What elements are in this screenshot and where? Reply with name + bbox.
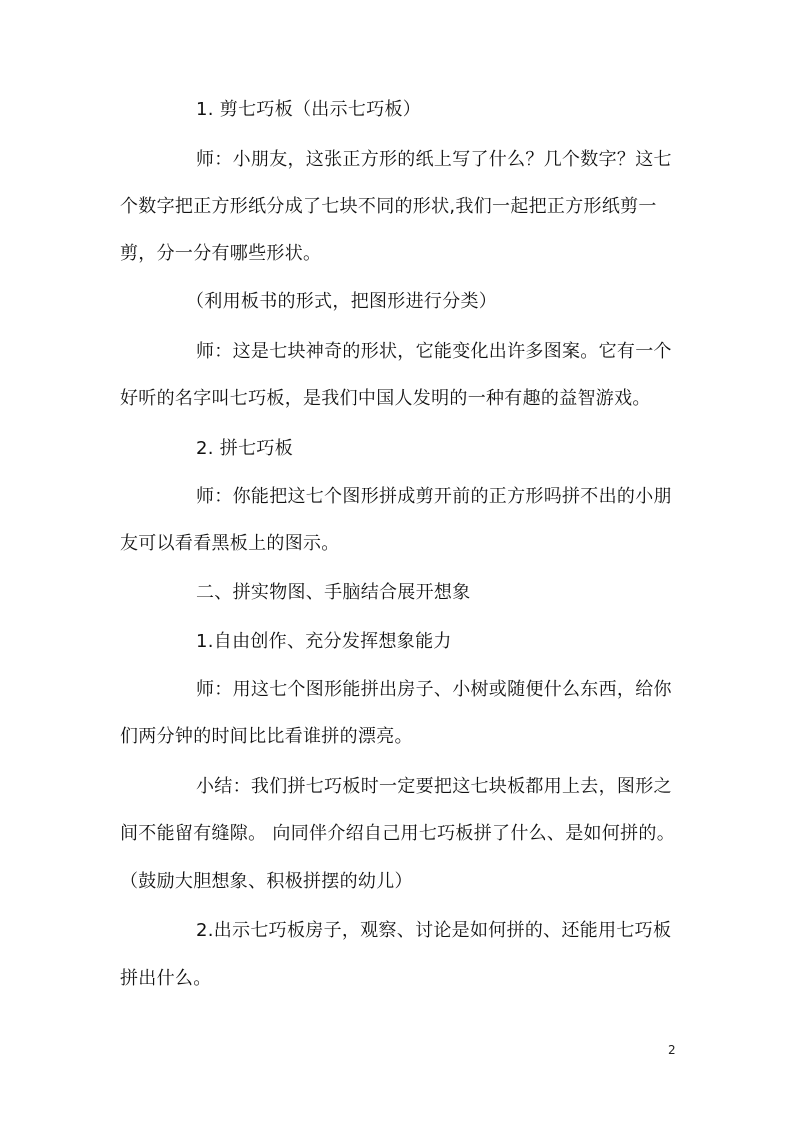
subsection-heading-tangram-house: 2.出示七巧板房子，观察、讨论是如何拼的、还能用七巧板 xyxy=(196,920,672,941)
paragraph-line: 间不能留有缝隙。 向同伴介绍自己用七巧板拼了什么、是如何拼的。 xyxy=(120,823,676,844)
paragraph-line: 拼出什么。 xyxy=(120,968,212,989)
paragraph-line: 师：这是七块神奇的形状，它能变化出许多图案。它有一个 xyxy=(196,341,672,362)
paragraph-line: 个数字把正方形纸分成了七块不同的形状,我们一起把正方形纸剪一 xyxy=(120,196,657,217)
paragraph-line-summary: 小结：我们拼七巧板时一定要把这七块板都用上去，图形之 xyxy=(196,776,672,797)
section-heading-assemble-tangram: 2. 拼七巧板 xyxy=(196,438,293,459)
paragraph-line: 师：你能把这七个图形拼成剪开前的正方形吗拼不出的小朋 xyxy=(196,486,672,507)
paragraph-line-note: （利用板书的形式，把图形进行分类） xyxy=(186,291,498,312)
paragraph-line: 师：小朋友，这张正方形的纸上写了什么？几个数字？这七 xyxy=(196,149,672,170)
paragraph-line: 友可以看看黑板上的图示。 xyxy=(120,533,340,554)
paragraph-line: 好听的名字叫七巧板，是我们中国人发明的一种有趣的益智游戏。 xyxy=(120,388,651,409)
paragraph-line: 剪，分一分有哪些形状。 xyxy=(120,243,322,264)
paragraph-line: 师：用这七个图形能拼出房子、小树或随便什么东西，给你 xyxy=(196,679,672,700)
section-heading-part-two: 二、拼实物图、手脑结合展开想象 xyxy=(196,582,471,603)
paragraph-line: 们两分钟的时间比比看谁拼的漂亮。 xyxy=(120,726,413,747)
section-heading-cut-tangram: 1. 剪七巧板（出示七巧板） xyxy=(196,99,422,120)
page-number: 2 xyxy=(668,1043,676,1057)
subsection-heading-free-creation: 1.自由创作、充分发挥想象能力 xyxy=(196,631,452,652)
paragraph-line-note: （鼓励大胆想象、积极拼摆的幼儿） xyxy=(120,871,413,892)
